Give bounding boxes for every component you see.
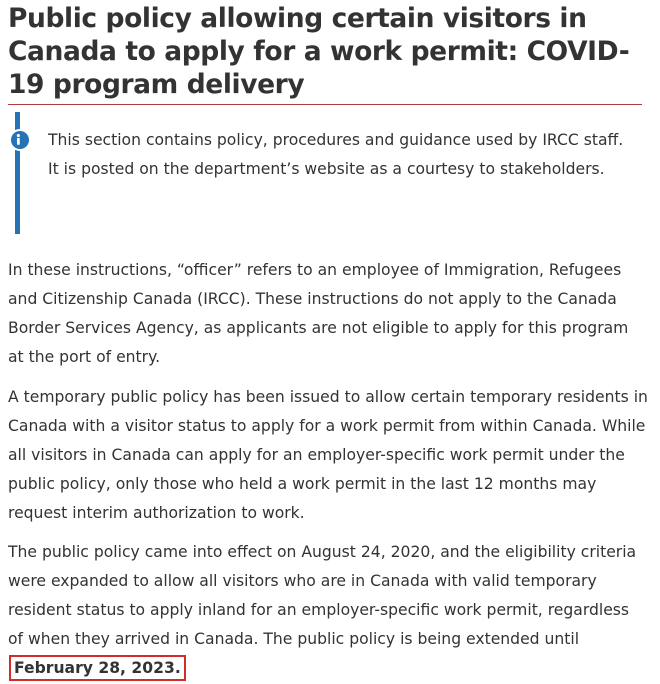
- paragraph-policy-text: The public policy came into effect on August 24, 2020, and the eligibility criteria were expanded to allow all visitors who are in Canada with valid temporary resident status to apply inland for an employer-specific work permit, regardless of when they arrived in Canada. The public policy is being extended until: [8, 543, 637, 648]
- page-title: Public policy allowing certain visitors in Canada to apply for a work permit: COVID-19 program delivery: [8, 3, 630, 100]
- title-divider: [8, 104, 642, 105]
- info-icon-glyph: [11, 131, 29, 149]
- paragraph-policy-effective-dates: [8, 538, 648, 683]
- paragraph-officer-definition: In these instructions, “officer” refers to an employee of Immigration, Refugees and Citizenship Canada (IRCC). These instructions do not apply to the Canada Border Services Agency, as applicants are not eligible to apply for this program at the port of entry.: [8, 261, 629, 366]
- info-icon: [9, 129, 31, 151]
- end-date-period: .: [174, 659, 181, 677]
- paragraph-public-policy-overview: A temporary public policy has been issued to allow certain temporary residents in Canada with a visitor status to apply for a work permit from within Canada. While all visitors in Canada can apply for an employer-specific work permit under the public policy, only those who held a work permit in the last 12 months may request interim authorization to work.: [8, 388, 648, 522]
- highlighted-end-date: [9, 655, 186, 681]
- info-callout: [15, 112, 645, 234]
- end-date-text: February 28, 2023: [14, 659, 175, 677]
- callout-text: This section contains policy, procedures and guidance used by IRCC staff. It is posted on the department’s website as a courtesy to stakeholders.: [48, 131, 624, 178]
